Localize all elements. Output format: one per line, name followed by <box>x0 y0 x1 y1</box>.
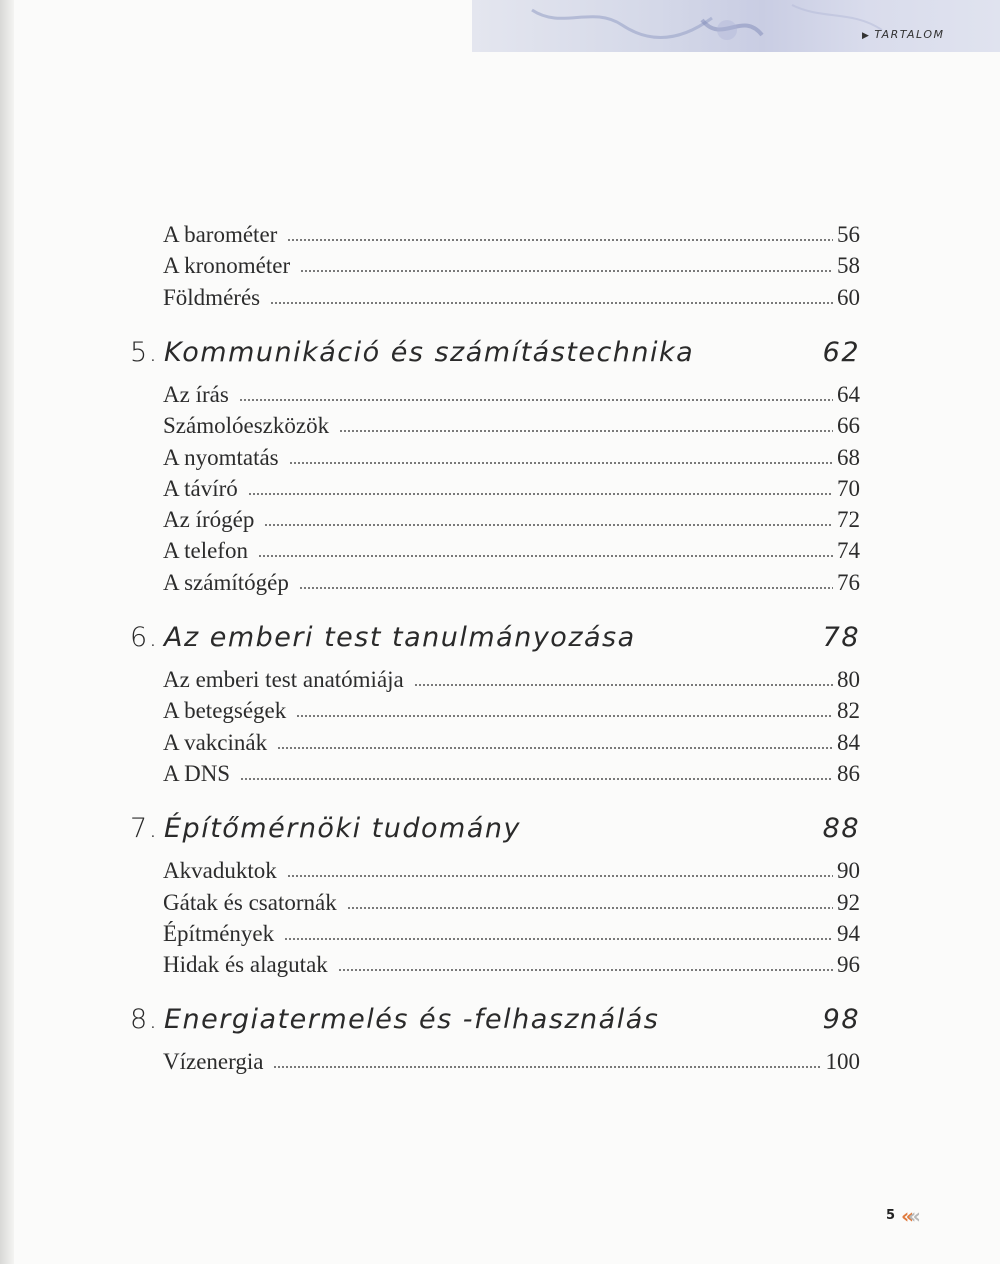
toc-entry-page: 60 <box>837 284 860 310</box>
chapter-page: 88 <box>822 813 860 845</box>
dot-leader <box>273 1064 821 1070</box>
toc-entry[interactable] <box>163 951 860 979</box>
chapter-heading[interactable] <box>130 813 860 853</box>
toc-entry[interactable] <box>163 284 860 312</box>
toc-entry-page: 66 <box>837 413 860 439</box>
dot-leader <box>284 936 833 942</box>
toc-entry[interactable] <box>163 221 860 249</box>
toc-entry-title: A telefon <box>163 538 248 564</box>
chapter-number: 7. <box>130 813 159 845</box>
chapter-number: 5. <box>130 336 159 368</box>
chapter-heading[interactable] <box>130 337 860 377</box>
toc-entry-title: A számítógép <box>163 569 289 595</box>
toc-entry[interactable] <box>163 569 860 597</box>
toc-entry-page: 70 <box>837 475 860 501</box>
chapter-page: 62 <box>822 336 860 368</box>
toc-entry-page: 64 <box>837 381 860 407</box>
toc-entry-title: Az írógép <box>163 507 255 533</box>
toc-entry[interactable] <box>163 381 860 409</box>
dot-leader <box>239 397 833 403</box>
toc-entry[interactable] <box>163 252 860 280</box>
toc-entry-page: 80 <box>837 667 860 692</box>
dot-leader <box>339 428 833 434</box>
toc-entry-title: Építmények <box>163 920 275 946</box>
toc-entry-title: Földmérés <box>163 284 261 310</box>
dot-leader <box>258 553 833 559</box>
chapter-number: 6. <box>130 622 159 653</box>
toc-entry-title: Vízenergia <box>163 1049 264 1075</box>
toc-entry-page: 82 <box>837 698 860 724</box>
triangle-icon: ▶ <box>862 31 871 41</box>
toc-entry-page: 100 <box>825 1049 860 1075</box>
dot-leader <box>300 268 833 274</box>
chapter-heading[interactable] <box>130 1004 860 1044</box>
dot-leader <box>287 237 833 243</box>
toc-entry-title: Akvaduktok <box>163 858 277 884</box>
running-head-label: TARTALOM <box>874 28 945 41</box>
toc-entry-title: Gátak és csatornák <box>163 889 337 915</box>
toc-entry-page: 76 <box>837 569 860 595</box>
dot-leader <box>287 873 833 879</box>
toc-entry[interactable] <box>163 1048 860 1076</box>
chevron-left-icon: «« <box>901 1203 915 1228</box>
dot-leader <box>296 713 833 719</box>
toc-entry[interactable] <box>163 666 860 694</box>
toc-entry[interactable] <box>163 506 860 534</box>
toc-entry[interactable] <box>163 920 860 948</box>
toc-entry-page: 56 <box>837 222 860 247</box>
chapter-page: 78 <box>822 622 860 653</box>
toc-entry-page: 68 <box>837 444 860 470</box>
toc-entry-title: Számolóeszközök <box>163 413 330 439</box>
chapter-title: Energiatermelés és -felhasználás <box>164 1004 660 1036</box>
toc-entry-page: 96 <box>837 952 860 978</box>
toc-entry-title: A barométer <box>163 222 278 247</box>
chapter-title: Az emberi test tanulmányozása <box>164 622 636 653</box>
page-number: 5 <box>886 1208 896 1223</box>
toc-entry-page: 84 <box>837 729 860 755</box>
page-folio <box>886 1203 915 1228</box>
chapter-title: Kommunikáció és számítástechnika <box>164 336 695 368</box>
toc-entry-title: A nyomtatás <box>163 444 279 470</box>
toc-entry-title: A vakcinák <box>163 729 268 755</box>
toc-entry-title: A kronométer <box>163 253 291 279</box>
toc-entry[interactable] <box>163 760 860 788</box>
toc-entry-title: A távíró <box>163 475 238 501</box>
dot-leader <box>414 682 833 688</box>
dot-leader <box>289 460 833 466</box>
chapter-number: 8. <box>130 1004 159 1036</box>
chapter-heading[interactable] <box>130 622 860 662</box>
running-head <box>862 28 944 41</box>
watercolor-illustration <box>472 0 1000 52</box>
dot-leader <box>240 776 833 782</box>
toc-entry[interactable] <box>163 537 860 565</box>
toc-entry-page: 74 <box>837 538 860 564</box>
toc-entry-page: 86 <box>837 760 860 786</box>
toc-entry[interactable] <box>163 412 860 440</box>
chapter-page: 98 <box>822 1004 860 1036</box>
page-gutter-shadow <box>0 0 14 1264</box>
dot-leader <box>347 905 833 911</box>
toc-entry[interactable] <box>163 444 860 472</box>
toc-entry-title: Az emberi test anatómiája <box>163 667 404 692</box>
toc-entry-page: 90 <box>837 858 860 884</box>
toc-entry-page: 94 <box>837 920 860 946</box>
toc-entry[interactable] <box>163 475 860 503</box>
dot-leader <box>264 522 833 528</box>
dot-leader <box>338 967 833 973</box>
toc-entry-page: 58 <box>837 253 860 279</box>
toc-entry-title: A DNS <box>163 760 231 786</box>
dot-leader <box>277 745 833 751</box>
toc-entry-page: 92 <box>837 889 860 915</box>
chapter-title: Építőmérnöki tudomány <box>164 813 521 845</box>
toc-entry[interactable] <box>163 729 860 757</box>
dot-leader <box>248 491 833 497</box>
dot-leader <box>270 300 833 306</box>
toc-entry-title: Az írás <box>163 381 229 407</box>
toc-entry-page: 72 <box>837 507 860 533</box>
toc-entry-title: Hidak és alagutak <box>163 952 328 978</box>
header-watercolor-band <box>472 0 1000 52</box>
toc-entry[interactable] <box>163 697 860 725</box>
toc-entry[interactable] <box>163 857 860 885</box>
toc-entry[interactable] <box>163 889 860 917</box>
toc-entry-title: A betegségek <box>163 698 287 724</box>
dot-leader <box>299 585 833 591</box>
